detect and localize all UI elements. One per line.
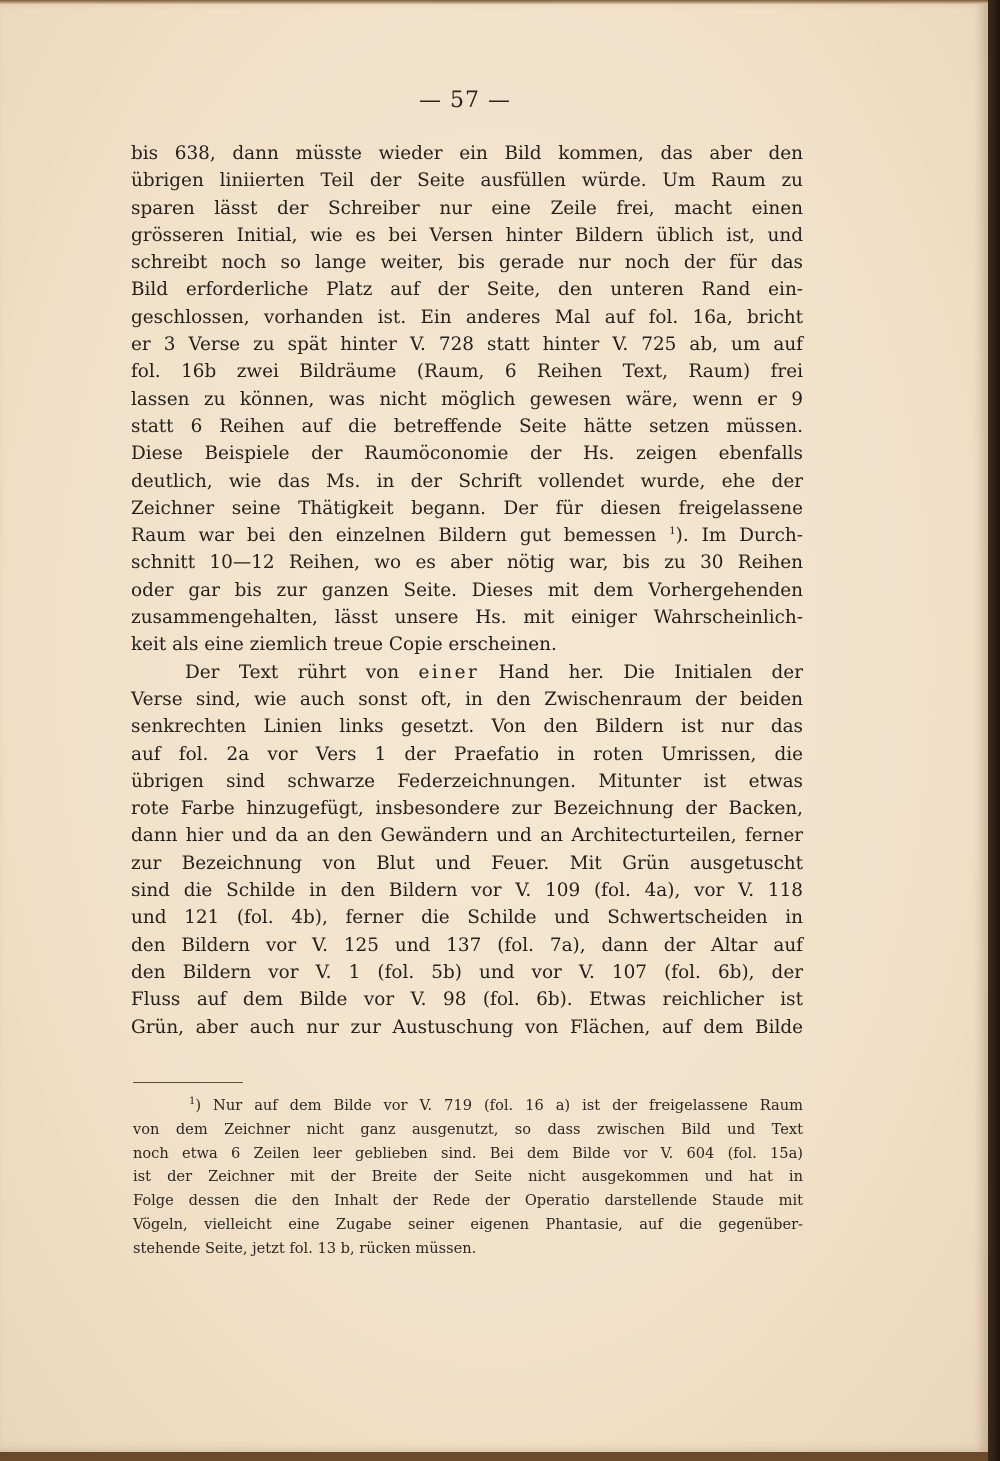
- page-number: — 57 —: [419, 88, 511, 113]
- text-line: Verse sind, wie auch sonst oft, in den Zwischenraum der beiden: [131, 688, 803, 710]
- text-line: geschlossen, vorhanden ist. Ein anderes Mal auf fol. 16a, bricht: [131, 306, 803, 328]
- footnote-line: Folge dessen die den Inhalt der Rede der Operatio darstellende Staude mit: [133, 1192, 803, 1210]
- footnote-line: [133, 1094, 803, 1118]
- text-line: fol. 16b zwei Bildräume (Raum, 6 Reihen Text, Raum) frei: [131, 361, 803, 383]
- text-line: Bild erforderliche Platz auf der Seite, den unteren Rand ein-: [131, 279, 803, 301]
- text-line: dann hier und da an den Gewändern und an Architecturteilen, ferner: [131, 825, 803, 847]
- text-line: statt 6 Reihen auf die betreffende Seite hätte setzen müssen.: [131, 415, 803, 437]
- text-segment: ) Nur auf dem Bilde vor V. 719 (fol. 16 a) ist der freigelassene Raum: [195, 1097, 803, 1114]
- text-segment: ). Im Durch-: [675, 525, 803, 547]
- emphasized-word: einer: [418, 661, 480, 683]
- text-line: Diese Beispiele der Raumöconomie der Hs. zeigen ebenfalls: [131, 443, 803, 465]
- paragraph-start-line: [131, 659, 803, 686]
- footnote-divider: [133, 1082, 243, 1083]
- text-line: Grün, aber auch nur zur Austuschung von Flächen, auf dem Bilde: [131, 1016, 803, 1038]
- text-segment: Der Text rührt von: [185, 661, 419, 683]
- footnote-line: von dem Zeichner nicht ganz ausgenutzt, so dass zwischen Bild und Text: [133, 1120, 803, 1138]
- text-line: lassen zu können, was nicht möglich gewesen wäre, wenn er 9: [131, 388, 803, 410]
- text-line: auf fol. 2a vor Vers 1 der Praefatio in roten Umrissen, die: [131, 743, 803, 765]
- text-line: und 121 (fol. 4b), ferner die Schilde und Schwertscheiden in: [131, 907, 803, 929]
- text-line: den Bildern vor V. 1 (fol. 5b) und vor V. 107 (fol. 6b), der: [131, 961, 803, 983]
- book-binding-edge: [988, 0, 1000, 1461]
- text-line: sind die Schilde in den Bildern vor V. 109 (fol. 4a), vor V. 118: [131, 880, 803, 902]
- text-line: keit als eine ziemlich treue Copie erscheinen.: [131, 634, 557, 656]
- text-segment: Hand her. Die Initialen der: [479, 661, 803, 683]
- text-line: Zeichner seine Thätigkeit begann. Der für diesen freigelassene: [131, 497, 803, 519]
- footnote-reference: 1: [669, 526, 676, 538]
- body-text: [131, 140, 803, 1041]
- text-line: übrigen sind schwarze Federzeichnungen. Mitunter ist etwas: [131, 770, 803, 792]
- text-segment: Raum war bei den einzelnen Bildern gut bemessen: [131, 525, 657, 547]
- footnote-marker: 1: [189, 1096, 196, 1108]
- text-line-with-footnote-ref: [131, 522, 803, 549]
- text-line: grösseren Initial, wie es bei Versen hinter Bildern üblich ist, und: [131, 224, 803, 246]
- text-line: schnitt 10—12 Reihen, wo es aber nötig war, bis zu 30 Reihen: [131, 552, 803, 574]
- text-line: zur Bezeichnung von Blut und Feuer. Mit Grün ausgetuscht: [131, 852, 803, 874]
- text-line: schreibt noch so lange weiter, bis gerade nur noch der für das: [131, 252, 803, 274]
- text-line: zusammengehalten, lässt unsere Hs. mit einiger Wahrscheinlich-: [131, 607, 803, 629]
- text-line: er 3 Verse zu spät hinter V. 728 statt hinter V. 725 ab, um auf: [131, 334, 803, 356]
- footnote-line: ist der Zeichner mit der Breite der Seite nicht ausgekommen und hat in: [133, 1168, 803, 1186]
- text-line: bis 638, dann müsste wieder ein Bild kommen, das aber den: [131, 143, 803, 164]
- text-line: sparen lässt der Schreiber nur eine Zeile frei, macht einen: [131, 197, 803, 219]
- text-line: übrigen liniierten Teil der Seite ausfüllen würde. Um Raum zu: [131, 170, 803, 192]
- footnote-line: noch etwa 6 Zeilen leer geblieben sind. Bei dem Bilde vor V. 604 (fol. 15a): [133, 1144, 803, 1162]
- text-line: deutlich, wie das Ms. in der Schrift vollendet wurde, ehe der: [131, 470, 803, 492]
- text-line: senkrechten Linien links gesetzt. Von den Bildern ist nur das: [131, 716, 803, 738]
- text-line: oder gar bis zur ganzen Seite. Dieses mit dem Vorhergehenden: [131, 579, 803, 601]
- book-top-edge: [0, 0, 1000, 4]
- footnote-line: stehende Seite, jetzt fol. 13 b, rücken müssen.: [133, 1239, 477, 1257]
- text-line: rote Farbe hinzugefügt, insbesondere zur Bezeichnung der Backen,: [131, 798, 803, 820]
- text-line: den Bildern vor V. 125 und 137 (fol. 7a), dann der Altar auf: [131, 934, 803, 956]
- footnote: [133, 1094, 803, 1261]
- text-line: Fluss auf dem Bilde vor V. 98 (fol. 6b). Etwas reichlicher ist: [131, 989, 803, 1011]
- footnote-line: Vögeln, vielleicht eine Zugabe seiner eigenen Phantasie, auf die gegenüber-: [133, 1215, 803, 1233]
